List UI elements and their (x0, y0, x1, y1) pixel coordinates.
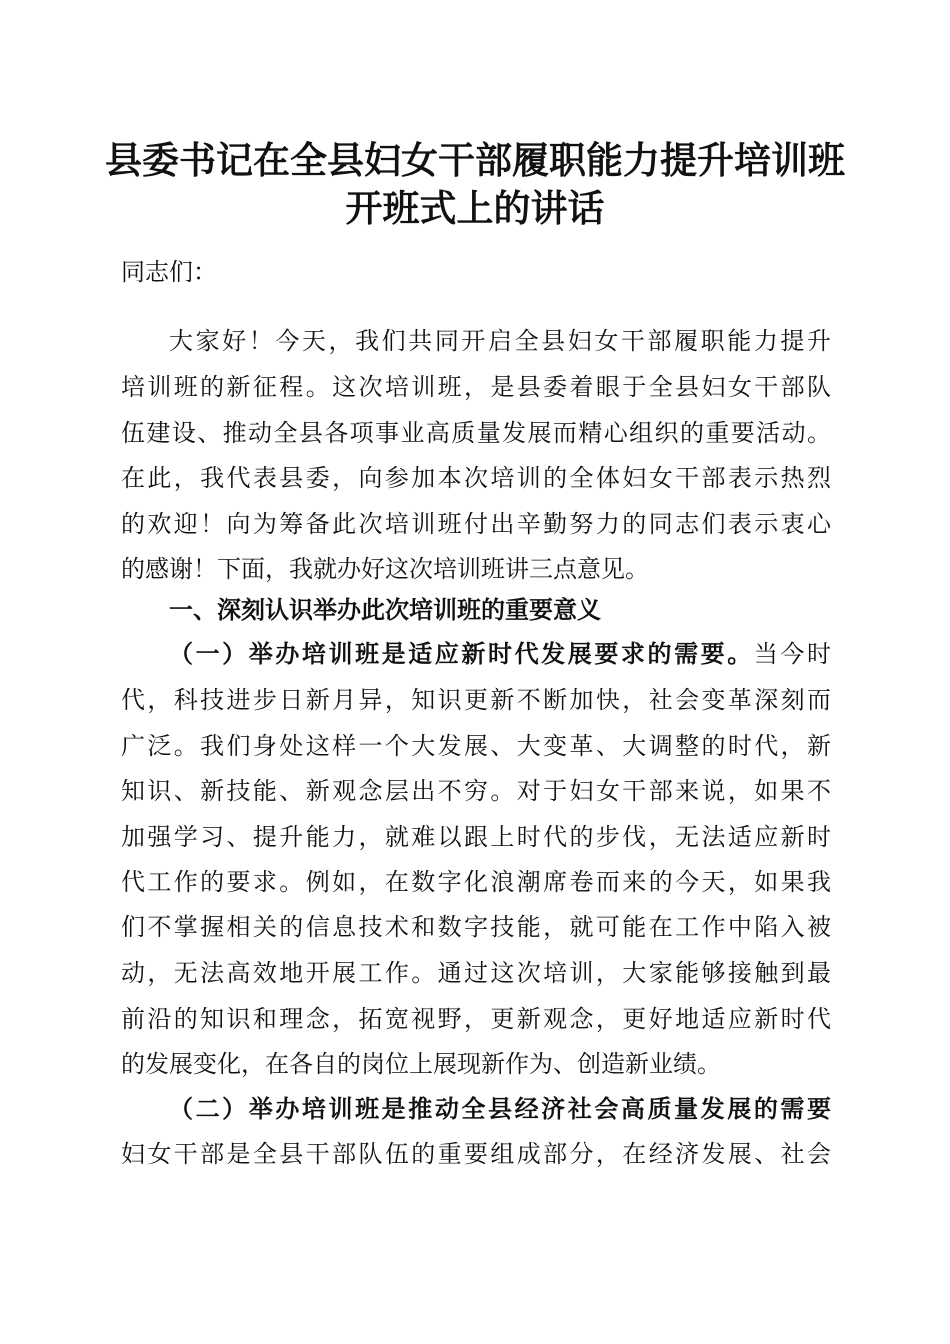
paragraph-line: 们不掌握相关的信息技术和数字技能，就可能在工作中陷入被 (121, 913, 831, 941)
document-title-line-2: 开班式上的讲话 (345, 187, 605, 230)
paragraph-line: 培训班的新征程。这次培训班，是县委着眼于全县妇女干部队 (121, 373, 831, 401)
paragraph-line: 伍建设、推动全县各项事业高质量发展而精心组织的重要活动。 (121, 419, 831, 447)
subsection-1-lead-text: 当今时 (753, 640, 832, 668)
paragraph-line: 代工作的要求。例如，在数字化浪潮席卷而来的今天，如果我 (121, 868, 831, 896)
paragraph-line: 广泛。我们身处这样一个大发展、大变革、大调整的时代，新 (121, 732, 831, 760)
subsection-2-heading: （二）举办培训班是推动全县经济社会高质量发展的需要 (169, 1094, 831, 1123)
subsection-1-first-line (169, 634, 831, 674)
subsection-1-heading: （一）举办培训班是适应新时代发展要求的需要。 (169, 639, 754, 668)
paragraph-line: 代，科技进步日新月异，知识更新不断加快，社会变革深刻而 (121, 686, 831, 714)
paragraph-line: 妇女干部是全县干部队伍的重要组成部分，在经济发展、社会 (121, 1140, 831, 1168)
paragraph-line: 的欢迎！向为筹备此次培训班付出辛勤努力的同志们表示衷心 (121, 510, 831, 538)
subsection-2-first-line (169, 1089, 831, 1129)
paragraph-line: 大家好！今天，我们共同开启全县妇女干部履职能力提升 (169, 327, 831, 355)
section-heading-1: 一、深刻认识举办此次培训班的重要意义 (169, 596, 601, 624)
paragraph-line: 的感谢！下面，我就办好这次培训班讲三点意见。 (121, 555, 649, 583)
paragraph-line: 前沿的知识和理念，拓宽视野，更新观念，更好地适应新时代 (121, 1005, 831, 1033)
paragraph-line: 知识、新技能、新观念层出不穷。对于妇女干部来说，如果不 (121, 777, 831, 805)
paragraph-line: 在此，我代表县委，向参加本次培训的全体妇女干部表示热烈 (121, 464, 831, 492)
paragraph-line: 动，无法高效地开展工作。通过这次培训，大家能够接触到最 (121, 959, 831, 987)
paragraph-line: 加强学习、提升能力，就难以跟上时代的步伐，无法适应新时 (121, 823, 831, 851)
salutation: 同志们： (121, 258, 217, 286)
document-title-line-1: 县委书记在全县妇女干部履职能力提升培训班 (105, 139, 845, 182)
paragraph-line: 的发展变化，在各自的岗位上展现新作为、创造新业绩。 (121, 1050, 721, 1078)
